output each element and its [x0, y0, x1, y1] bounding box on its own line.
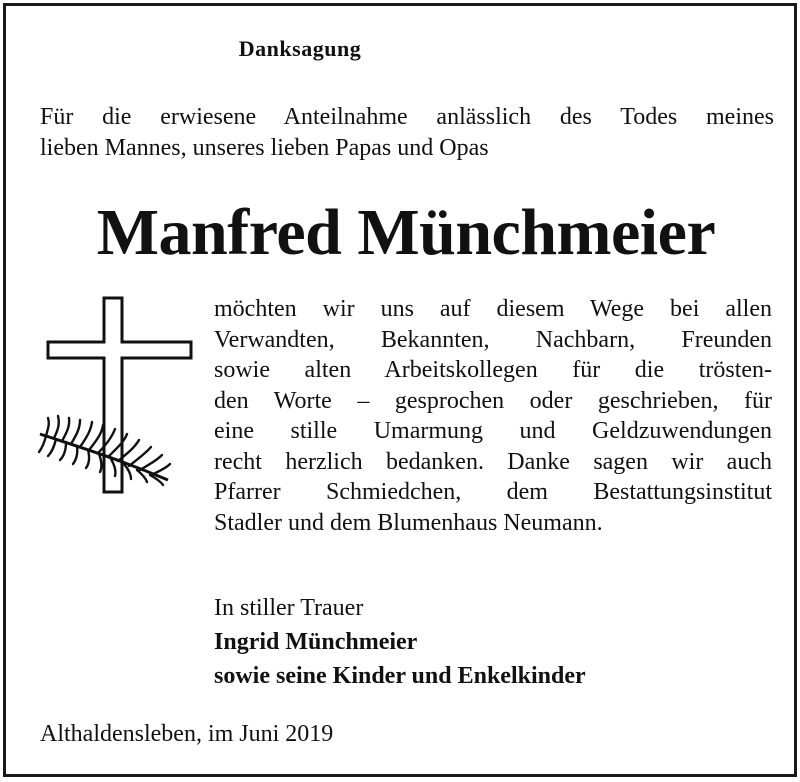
intro-text	[40, 102, 774, 164]
deceased-name: Manfred Münchmeier	[96, 196, 716, 269]
thanks-line: den Worte – gesprochen oder geschrieben, für	[214, 387, 772, 414]
thanks-line: eine stille Umarmung und Geldzuwendungen	[214, 418, 772, 444]
thanks-line: Pfarrer Schmiedchen, dem Bestattungsinstitut	[214, 479, 772, 505]
thanks-line: recht herzlich bedanken. Danke sagen wir auch	[214, 448, 772, 475]
signer-name: Ingrid Münchmeier	[214, 629, 418, 655]
place-date: Althaldensleben, im Juni 2019	[40, 721, 334, 747]
thanks-line: Verwandten, Bekannten, Nachbarn, Freunden	[214, 326, 772, 353]
notice-frame	[3, 3, 797, 777]
intro-line: lieben Mannes, unseres lieben Papas und Opas	[40, 135, 489, 161]
thanks-text	[214, 294, 772, 538]
notice-heading: Danksagung	[238, 36, 362, 61]
intro-line: Für die erwiesene Anteilnahme anlässlich des Todes meines	[40, 104, 774, 130]
signature-block	[214, 591, 774, 693]
mourning-line: In stiller Trauer	[214, 595, 364, 621]
thanks-line: sowie alten Arbeitskollegen für die trösten-	[214, 357, 772, 383]
family-line: sowie seine Kinder und Enkelkinder	[214, 663, 586, 689]
thanks-line: Stadler und dem Blumenhaus Neumann.	[214, 509, 603, 536]
thanks-line: möchten wir uns auf diesem Wege bei allen	[214, 296, 772, 322]
cross-with-palm-branch-icon	[36, 296, 196, 506]
